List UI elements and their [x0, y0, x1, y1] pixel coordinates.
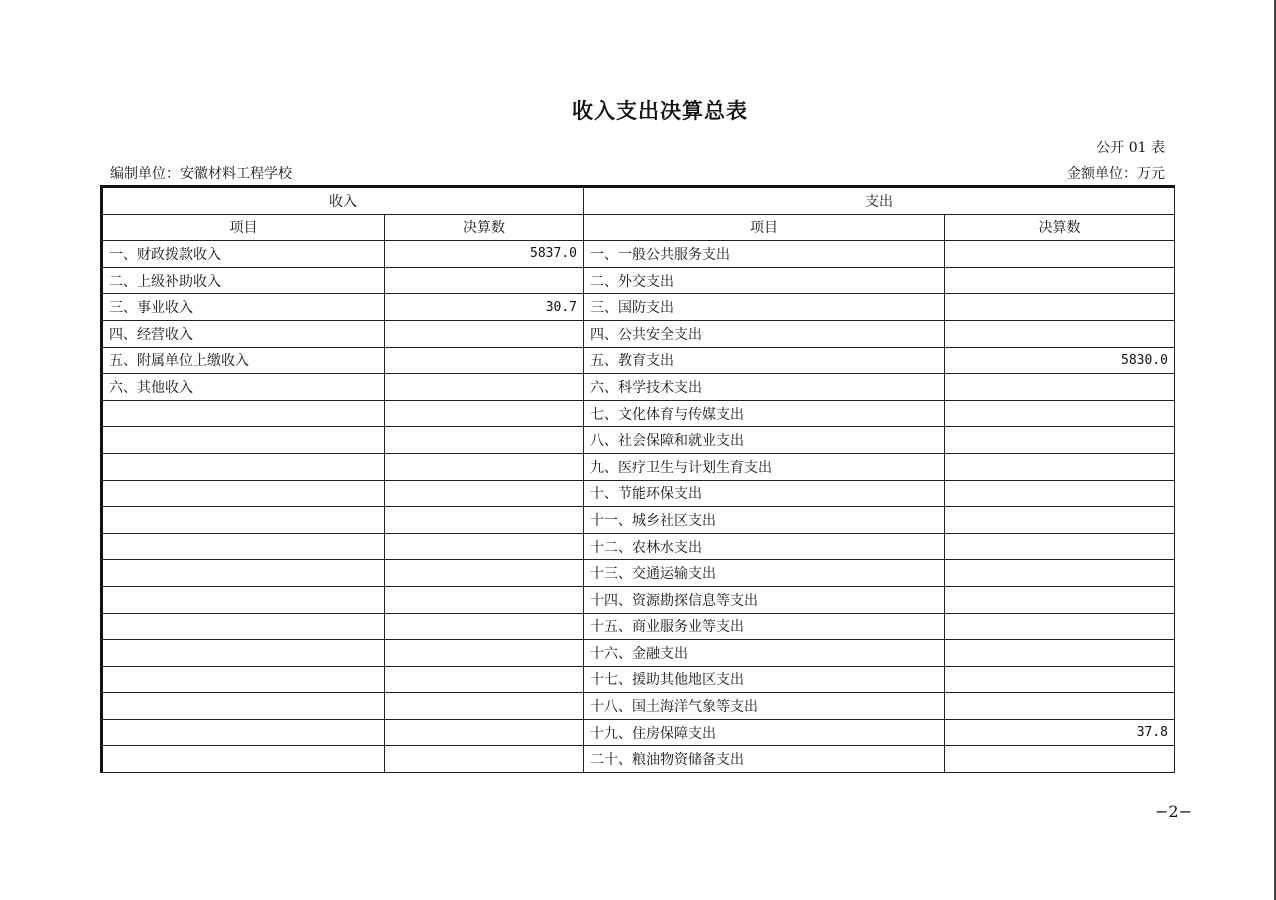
expense-item-cell: 一、一般公共服务支出: [584, 241, 945, 268]
income-item-header: 项目: [102, 214, 385, 241]
income-item-cell: [102, 746, 385, 773]
table-body: [102, 241, 1175, 773]
budget-table-container: [100, 185, 1173, 773]
table-row: [102, 719, 1175, 746]
income-amount-cell: [385, 719, 584, 746]
income-item-cell: [102, 640, 385, 667]
income-amount-cell: [385, 533, 584, 560]
budget-table: [100, 185, 1175, 773]
expense-item-cell: 十、节能环保支出: [584, 480, 945, 507]
income-item-cell: 一、财政拨款收入: [102, 241, 385, 268]
expense-amount-cell: [945, 533, 1175, 560]
expense-item-cell: 十九、住房保障支出: [584, 719, 945, 746]
income-item-cell: [102, 693, 385, 720]
expense-amount-cell: [945, 294, 1175, 321]
expense-item-cell: 五、教育支出: [584, 347, 945, 374]
expense-item-cell: 十一、城乡社区支出: [584, 507, 945, 534]
expense-item-cell: 九、医疗卫生与计划生育支出: [584, 453, 945, 480]
income-amount-cell: [385, 453, 584, 480]
income-amount-cell: [385, 374, 584, 401]
table-row: [102, 453, 1175, 480]
expense-amount-cell: [945, 613, 1175, 640]
expense-item-cell: 二十、粮油物资储备支出: [584, 746, 945, 773]
expense-amount-cell: [945, 666, 1175, 693]
table-row: [102, 586, 1175, 613]
expense-amount-cell: 37.8: [945, 719, 1175, 746]
table-row: [102, 267, 1175, 294]
table-section-header-row: [102, 187, 1175, 215]
income-amount-cell: [385, 746, 584, 773]
table-row: [102, 613, 1175, 640]
expense-amount-cell: [945, 480, 1175, 507]
income-amount-cell: [385, 267, 584, 294]
expense-item-cell: 十二、农林水支出: [584, 533, 945, 560]
expense-item-cell: 三、国防支出: [584, 294, 945, 321]
expense-amount-cell: [945, 241, 1175, 268]
table-row: [102, 320, 1175, 347]
table-row: [102, 560, 1175, 587]
table-column-header-row: [102, 214, 1175, 241]
income-amount-header: 决算数: [385, 214, 584, 241]
table-row: [102, 666, 1175, 693]
income-section-header: 收入: [102, 187, 584, 215]
expense-amount-cell: [945, 586, 1175, 613]
expense-amount-cell: [945, 640, 1175, 667]
table-row: [102, 746, 1175, 773]
income-item-cell: [102, 560, 385, 587]
income-amount-cell: [385, 640, 584, 667]
expense-item-cell: 十四、资源勘探信息等支出: [584, 586, 945, 613]
income-amount-cell: [385, 427, 584, 454]
expense-item-cell: 二、外交支出: [584, 267, 945, 294]
income-amount-cell: [385, 613, 584, 640]
expense-amount-cell: [945, 453, 1175, 480]
income-amount-cell: 5837.0: [385, 241, 584, 268]
expense-amount-cell: [945, 693, 1175, 720]
expense-item-cell: 七、文化体育与传媒支出: [584, 400, 945, 427]
reporting-unit: 编制单位：安徽材料工程学校: [110, 166, 292, 182]
income-item-cell: [102, 453, 385, 480]
income-amount-cell: [385, 320, 584, 347]
income-item-cell: [102, 400, 385, 427]
income-amount-cell: [385, 666, 584, 693]
expense-section-header: 支出: [584, 187, 1175, 215]
expense-item-cell: 十三、交通运输支出: [584, 560, 945, 587]
table-row: [102, 374, 1175, 401]
income-item-cell: 二、上级补助收入: [102, 267, 385, 294]
income-item-cell: 三、事业收入: [102, 294, 385, 321]
income-item-cell: [102, 586, 385, 613]
expense-amount-cell: [945, 320, 1175, 347]
expense-item-cell: 六、科学技术支出: [584, 374, 945, 401]
income-amount-cell: 30.7: [385, 294, 584, 321]
amount-unit: 金额单位：万元: [1067, 166, 1165, 182]
table-row: [102, 241, 1175, 268]
table-row: [102, 693, 1175, 720]
income-amount-cell: [385, 480, 584, 507]
expense-amount-cell: 5830.0: [945, 347, 1175, 374]
expense-amount-cell: [945, 560, 1175, 587]
income-item-cell: [102, 507, 385, 534]
income-item-cell: 五、附属单位上缴收入: [102, 347, 385, 374]
income-item-cell: [102, 480, 385, 507]
table-row: [102, 480, 1175, 507]
expense-amount-cell: [945, 400, 1175, 427]
expense-item-cell: 十五、商业服务业等支出: [584, 613, 945, 640]
expense-amount-cell: [945, 507, 1175, 534]
table-row: [102, 640, 1175, 667]
table-row: [102, 427, 1175, 454]
page-number: −2−: [1155, 802, 1192, 821]
income-amount-cell: [385, 347, 584, 374]
expense-item-cell: 十八、国土海洋气象等支出: [584, 693, 945, 720]
income-item-cell: 四、经营收入: [102, 320, 385, 347]
expense-amount-cell: [945, 374, 1175, 401]
expense-item-cell: 四、公共安全支出: [584, 320, 945, 347]
expense-item-cell: 十七、援助其他地区支出: [584, 666, 945, 693]
expense-item-cell: 十六、金融支出: [584, 640, 945, 667]
expense-amount-cell: [945, 427, 1175, 454]
income-amount-cell: [385, 586, 584, 613]
expense-item-cell: 八、社会保障和就业支出: [584, 427, 945, 454]
income-item-cell: [102, 613, 385, 640]
table-row: [102, 400, 1175, 427]
income-amount-cell: [385, 693, 584, 720]
income-amount-cell: [385, 400, 584, 427]
table-row: [102, 533, 1175, 560]
form-code: 公开 01 表: [1096, 140, 1165, 156]
income-item-cell: [102, 666, 385, 693]
table-row: [102, 294, 1175, 321]
income-item-cell: [102, 427, 385, 454]
table-row: [102, 507, 1175, 534]
income-item-cell: [102, 533, 385, 560]
expense-item-header: 项目: [584, 214, 945, 241]
page-title: 收入支出决算总表: [572, 99, 748, 123]
income-item-cell: [102, 719, 385, 746]
expense-amount-cell: [945, 267, 1175, 294]
income-amount-cell: [385, 507, 584, 534]
expense-amount-cell: [945, 746, 1175, 773]
table-row: [102, 347, 1175, 374]
expense-amount-header: 决算数: [945, 214, 1175, 241]
income-item-cell: 六、其他收入: [102, 374, 385, 401]
income-amount-cell: [385, 560, 584, 587]
